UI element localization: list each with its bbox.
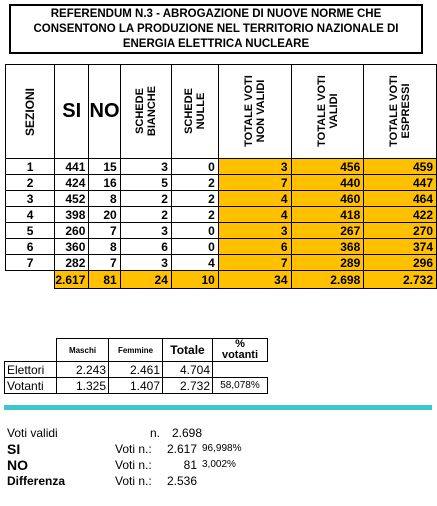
differenza-value: 2.536 bbox=[166, 474, 197, 488]
table-row bbox=[6, 239, 437, 255]
cell-bianche: 3 bbox=[120, 223, 171, 239]
cell-no: 16 bbox=[89, 175, 120, 191]
elettori-femmine: 2.461 bbox=[109, 362, 163, 378]
title-line-3: ENERGIA ELETTRICA NUCLEARE bbox=[122, 38, 310, 50]
cell-sezione: 7 bbox=[6, 255, 55, 271]
table-row bbox=[6, 191, 437, 207]
elettori-maschi: 2.243 bbox=[57, 362, 109, 378]
cell-validi: 440 bbox=[291, 175, 364, 191]
cell-espressi: 464 bbox=[364, 191, 437, 207]
cell-non-validi: 6 bbox=[218, 239, 291, 255]
header-totale-espressi: TOTALE VOTI ESPRESSI bbox=[364, 65, 437, 159]
cell-espressi: 296 bbox=[364, 255, 437, 271]
cell-sezione: 4 bbox=[6, 207, 55, 223]
total-bianche: 24 bbox=[120, 271, 171, 289]
table-row bbox=[6, 159, 437, 175]
cell-si: 282 bbox=[55, 255, 89, 271]
cell-validi: 289 bbox=[291, 255, 364, 271]
cell-non-validi: 4 bbox=[218, 191, 291, 207]
cell-nulle: 0 bbox=[171, 223, 218, 239]
cell-non-validi: 4 bbox=[218, 207, 291, 223]
cell-no: 7 bbox=[89, 223, 120, 239]
cell-nulle: 4 bbox=[171, 255, 218, 271]
voti-validi-mid: n. bbox=[150, 426, 161, 440]
total-non-validi: 34 bbox=[218, 271, 291, 289]
si-pct: 96,998% bbox=[202, 443, 242, 454]
cell-sezione: 6 bbox=[6, 239, 55, 255]
elettori-row bbox=[5, 362, 268, 378]
cell-bianche: 5 bbox=[120, 175, 171, 191]
header-schede-nulle: SCHEDE NULLE bbox=[171, 65, 218, 159]
table-row bbox=[6, 255, 437, 271]
section-divider bbox=[4, 405, 432, 410]
cell-si: 360 bbox=[55, 239, 89, 255]
si-value: 2.617 bbox=[166, 442, 197, 456]
no-mid: Voti n.: bbox=[115, 458, 152, 472]
cell-si: 398 bbox=[55, 207, 89, 223]
cell-si: 441 bbox=[55, 159, 89, 175]
table-row bbox=[6, 207, 437, 223]
header-totale-non-validi: TOTALE VOTI NON VALIDI bbox=[218, 65, 291, 159]
cell-bianche: 2 bbox=[120, 207, 171, 223]
votanti-row bbox=[5, 378, 268, 394]
cell-sezione: 3 bbox=[6, 191, 55, 207]
total-si: 2.617 bbox=[55, 271, 89, 289]
header-schede-bianche: SCHEDE BIANCHE bbox=[120, 65, 171, 159]
results-table bbox=[5, 64, 437, 289]
voti-validi-value: 2.698 bbox=[172, 426, 203, 440]
cell-espressi: 270 bbox=[364, 223, 437, 239]
header-no: NO bbox=[89, 65, 120, 159]
cell-no: 8 bbox=[89, 191, 120, 207]
header-totale: Totale bbox=[163, 339, 213, 362]
header-femmine: Femmine bbox=[109, 339, 163, 362]
cell-nulle: 0 bbox=[171, 159, 218, 175]
cell-validi: 267 bbox=[291, 223, 364, 239]
table-row bbox=[6, 223, 437, 239]
cell-si: 424 bbox=[55, 175, 89, 191]
total-no: 81 bbox=[89, 271, 120, 289]
header-si: SI bbox=[55, 65, 89, 159]
total-validi: 2.698 bbox=[291, 271, 364, 289]
results-header-row bbox=[6, 65, 437, 159]
cell-sezione: 2 bbox=[6, 175, 55, 191]
cell-no: 20 bbox=[89, 207, 120, 223]
header-empty bbox=[5, 339, 57, 362]
referendum-title bbox=[9, 4, 423, 54]
cell-no: 8 bbox=[89, 239, 120, 255]
header-pct-votanti: % votanti bbox=[213, 339, 268, 362]
voters-table bbox=[4, 338, 268, 394]
cell-bianche: 3 bbox=[120, 159, 171, 175]
cell-si: 260 bbox=[55, 223, 89, 239]
elettori-label: Elettori bbox=[5, 362, 57, 378]
si-mid: Voti n.: bbox=[115, 442, 152, 456]
votanti-maschi: 1.325 bbox=[57, 378, 109, 394]
cell-non-validi: 7 bbox=[218, 175, 291, 191]
table-row bbox=[6, 175, 437, 191]
votanti-femmine: 1.407 bbox=[109, 378, 163, 394]
votanti-pct: 58,078% bbox=[213, 378, 268, 394]
title-line-1: REFERENDUM N.3 - ABROGAZIONE DI NUOVE NORME CHE bbox=[50, 8, 382, 20]
cell-nulle: 2 bbox=[171, 175, 218, 191]
header-totale-validi: TOTALE VOTI VALIDI bbox=[291, 65, 364, 159]
cell-espressi: 459 bbox=[364, 159, 437, 175]
title-line-2: CONSENTONO LA PRODUZIONE NEL TERRITORIO NAZIONALE DI bbox=[33, 23, 399, 35]
voters-header-row bbox=[5, 339, 268, 362]
cell-sezione: 1 bbox=[6, 159, 55, 175]
differenza-label: Differenza bbox=[7, 474, 66, 488]
cell-nulle: 0 bbox=[171, 239, 218, 255]
cell-nulle: 2 bbox=[171, 207, 218, 223]
cell-non-validi: 3 bbox=[218, 159, 291, 175]
cell-empty bbox=[6, 271, 55, 289]
cell-validi: 460 bbox=[291, 191, 364, 207]
total-espressi: 2.732 bbox=[364, 271, 437, 289]
differenza-mid: Voti n.: bbox=[115, 474, 152, 488]
elettori-pct-empty bbox=[213, 362, 268, 378]
cell-bianche: 3 bbox=[120, 255, 171, 271]
total-nulle: 10 bbox=[171, 271, 218, 289]
elettori-totale: 4.704 bbox=[163, 362, 213, 378]
cell-espressi: 422 bbox=[364, 207, 437, 223]
votanti-label: Votanti bbox=[5, 378, 57, 394]
si-label: SI bbox=[7, 441, 21, 457]
votanti-totale: 2.732 bbox=[163, 378, 213, 394]
cell-validi: 418 bbox=[291, 207, 364, 223]
cell-bianche: 6 bbox=[120, 239, 171, 255]
no-pct: 3,002% bbox=[202, 459, 236, 470]
cell-validi: 368 bbox=[291, 239, 364, 255]
cell-no: 7 bbox=[89, 255, 120, 271]
header-sezioni: SEZIONI bbox=[6, 65, 55, 159]
cell-non-validi: 7 bbox=[218, 255, 291, 271]
header-maschi: Maschi bbox=[57, 339, 109, 362]
cell-si: 452 bbox=[55, 191, 89, 207]
cell-nulle: 2 bbox=[171, 191, 218, 207]
totals-row bbox=[6, 271, 437, 289]
cell-validi: 456 bbox=[291, 159, 364, 175]
no-value: 81 bbox=[183, 458, 197, 472]
cell-bianche: 2 bbox=[120, 191, 171, 207]
cell-espressi: 374 bbox=[364, 239, 437, 255]
cell-sezione: 5 bbox=[6, 223, 55, 239]
no-label: NO bbox=[7, 457, 28, 473]
cell-espressi: 447 bbox=[364, 175, 437, 191]
voti-validi-label: Voti validi bbox=[7, 426, 58, 440]
cell-no: 15 bbox=[89, 159, 120, 175]
cell-non-validi: 3 bbox=[218, 223, 291, 239]
